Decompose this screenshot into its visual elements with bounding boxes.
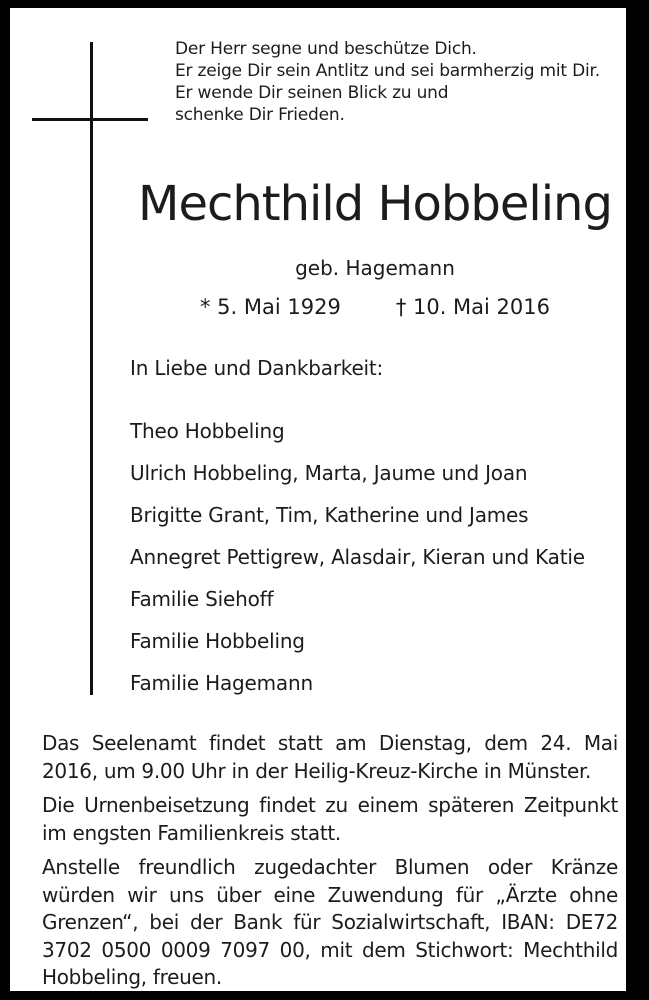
mourner-entry: Familie Hobbeling [130, 629, 305, 653]
urn-burial-paragraph: Die Urnenbeisetzung findet zu einem späteren Zeitpunkt im engsten Familienkreis statt. [42, 793, 618, 845]
mourning-intro: In Liebe und Dankbarkeit: [130, 356, 384, 380]
death-date: † 10. Mai 2016 [395, 295, 551, 319]
blessing-line: Er zeige Dir sein Antlitz und sei barmherzig mit Dir. [175, 61, 600, 81]
deceased-name: Mechthild Hobbeling [138, 176, 612, 232]
mourner-entry: Familie Siehoff [130, 587, 274, 611]
maiden-name: geb. Hagemann [295, 256, 455, 280]
service-information [42, 730, 618, 999]
deceased-header [130, 176, 620, 320]
funeral-service-paragraph: Das Seelenamt findet statt am Dienstag, dem 24. Mai 2016, um 9.00 Uhr in der Heilig-Kreuz-Kirche in Münster. [42, 731, 618, 783]
mourner-entry: Ulrich Hobbeling, Marta, Jaume und Joan [130, 461, 528, 485]
mourners-list [130, 410, 585, 704]
obituary-card [10, 8, 626, 991]
birth-date: * 5. Mai 1929 [199, 295, 341, 319]
life-dates [130, 294, 620, 320]
cross-icon-bar [32, 118, 148, 121]
cross-icon [90, 42, 93, 695]
blessing-line: schenke Dir Frieden. [175, 105, 345, 125]
blessing-line: Der Herr segne und beschütze Dich. [175, 39, 477, 59]
blessing-verse [175, 38, 600, 126]
mourner-entry: Annegret Pettigrew, Alasdair, Kieran und Katie [130, 545, 585, 569]
mourner-entry: Theo Hobbeling [130, 419, 285, 443]
donation-paragraph: Anstelle freundlich zugedachter Blumen oder Kränze würden wir uns über eine Zuwendung für „Ärzte ohne Grenzen“, bei der Bank für Sozialwirtschaft, IBAN: DE72 3702 0500 0009 7097 00, mit dem Stichwort: Mechthild Hobbeling, freuen. [42, 855, 618, 989]
blessing-line: Er wende Dir seinen Blick zu und [175, 83, 449, 103]
mourner-entry: Brigitte Grant, Tim, Katherine und James [130, 503, 529, 527]
mourner-entry: Familie Hagemann [130, 671, 313, 695]
